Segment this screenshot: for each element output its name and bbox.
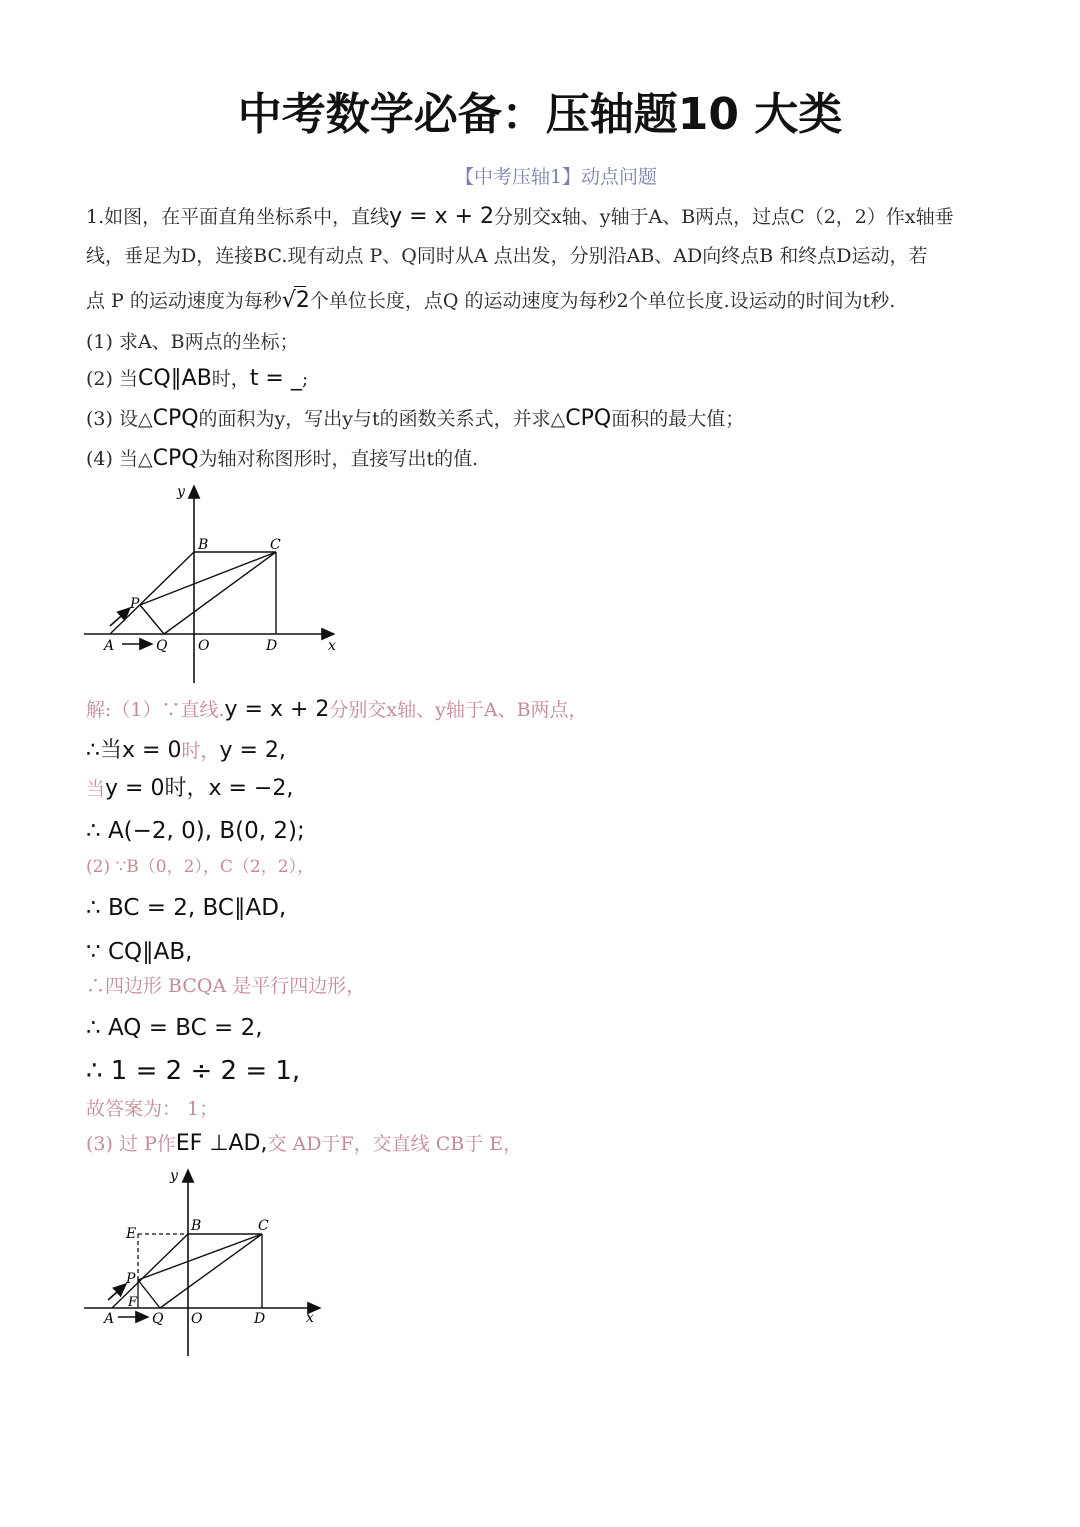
- problem-text: 分别交x轴、y轴于A、B两点，过点C（2，2）作x轴垂: [494, 206, 954, 228]
- math-expr: x = 0: [122, 738, 182, 763]
- coordinate-figure-2: [78, 1162, 338, 1362]
- segment-pq: [140, 605, 164, 634]
- math-expr: EF ⊥AD,: [175, 1131, 268, 1156]
- label-b: B: [198, 537, 209, 553]
- solution-text: 分别交x轴、y轴于A、B两点，: [329, 699, 588, 721]
- problem-text: 为轴对称图形时，直接写出t的值.: [198, 448, 479, 470]
- problem-text: 1.如图，在平面直角坐标系中，直线: [86, 206, 390, 228]
- line-equation: y = x + 2: [389, 204, 495, 229]
- math-expr: y = 2,: [219, 738, 286, 763]
- label-o: O: [198, 638, 210, 654]
- solution-line-3: [86, 771, 293, 802]
- solution-text: 交 AD于F，交直线 CB于 E，: [267, 1133, 523, 1155]
- solution-text: 时，: [181, 740, 220, 762]
- math-expr: CPQ: [152, 446, 199, 471]
- page-title: 中考数学必备：压轴题10 大类: [237, 89, 843, 140]
- problem-text: 个单位长度，点Q 的运动速度为每秒2个单位长度.设运动的时间为t秒.: [309, 290, 896, 312]
- solution-text: 解:（1）∵直线.: [86, 699, 225, 721]
- radicand: 2: [295, 288, 310, 313]
- label-p: P: [130, 596, 140, 612]
- label-a: A: [104, 1311, 115, 1327]
- label-d: D: [254, 1311, 266, 1327]
- solution-line-10: ∴ 1 = 2 ÷ 2 = 1,: [86, 1056, 301, 1086]
- label-x: x: [328, 638, 336, 654]
- section-heading: 【中考压轴1】动点问题: [454, 166, 658, 188]
- segment-pc: [138, 1234, 262, 1280]
- solution-line-8: ∴四边形 BCQA 是平行四边形，: [86, 975, 366, 997]
- label-f: F: [128, 1295, 138, 1310]
- solution-line-7: ∵ CQ∥AB,: [86, 939, 193, 965]
- solution-line-4: ∴ A(−2, 0), B(0, 2);: [86, 818, 305, 844]
- solution-line-1: [86, 695, 588, 722]
- problem-line-2: 线，垂足为D，连接BC.现有动点 P、Q同时从A 点出发，分别沿AB、AD向终点B 和终点D运动，若: [86, 245, 928, 267]
- solution-line-9: ∴ AQ = BC = 2,: [86, 1015, 263, 1041]
- label-x: x: [306, 1310, 314, 1326]
- sqrt-two: [282, 288, 310, 313]
- segment-ab: [112, 1234, 188, 1308]
- math-expr: y = 0时，x = −2,: [105, 776, 294, 801]
- problem-text: (4) 当△: [86, 448, 153, 470]
- label-b: B: [191, 1218, 202, 1234]
- solution-line-2: [86, 733, 286, 764]
- question-2: [86, 364, 308, 391]
- label-p: P: [126, 1271, 136, 1287]
- problem-text: (2) 当: [86, 368, 138, 390]
- label-c: C: [258, 1218, 269, 1234]
- solution-line-5: (2) ∵B（0，2），C（2，2），: [86, 857, 315, 877]
- problem-line-1: [86, 202, 954, 229]
- solution-line-12: [86, 1129, 522, 1156]
- question-1: (1) 求A、B两点的坐标；: [86, 331, 299, 353]
- problem-text: ;: [301, 368, 309, 390]
- label-d: D: [266, 638, 278, 654]
- problem-text: 面积的最大值；: [611, 408, 745, 430]
- solution-text: (3) 过 P作: [86, 1133, 176, 1155]
- problem-text: (3) 设△: [86, 408, 153, 430]
- segment-pq: [138, 1280, 160, 1308]
- math-expr: t = _: [249, 366, 302, 391]
- solution-line-6: ∴ BC = 2, BC∥AD,: [86, 895, 287, 921]
- label-o: O: [191, 1311, 203, 1327]
- problem-text: 点 P 的运动速度为每秒: [86, 290, 282, 312]
- coordinate-figure-1: [78, 478, 348, 688]
- math-expr: CPQ: [565, 406, 612, 431]
- solution-text: 当: [86, 778, 106, 800]
- label-y: y: [170, 1168, 178, 1184]
- problem-text: 时，: [211, 368, 250, 390]
- label-y: y: [177, 484, 185, 500]
- segment-pc: [140, 552, 276, 605]
- segment-qc: [160, 1234, 262, 1308]
- label-c: C: [270, 537, 281, 553]
- question-4: [86, 444, 478, 471]
- math-expr: y = x + 2: [224, 697, 330, 722]
- label-q: Q: [156, 638, 168, 654]
- problem-line-3: [86, 286, 895, 313]
- label-q: Q: [152, 1311, 164, 1327]
- math-expr: CQ∥AB: [137, 366, 212, 391]
- label-a: A: [104, 638, 115, 654]
- problem-text: 的面积为y，写出y与t的函数关系式，并求△: [198, 408, 566, 430]
- math-expr: CPQ: [152, 406, 199, 431]
- solution-line-11: 故答案为： 1；: [86, 1098, 219, 1120]
- math-expr: ∴当: [86, 738, 122, 763]
- question-3: [86, 404, 744, 431]
- label-e: E: [126, 1226, 137, 1242]
- radical-sign: √: [281, 288, 296, 313]
